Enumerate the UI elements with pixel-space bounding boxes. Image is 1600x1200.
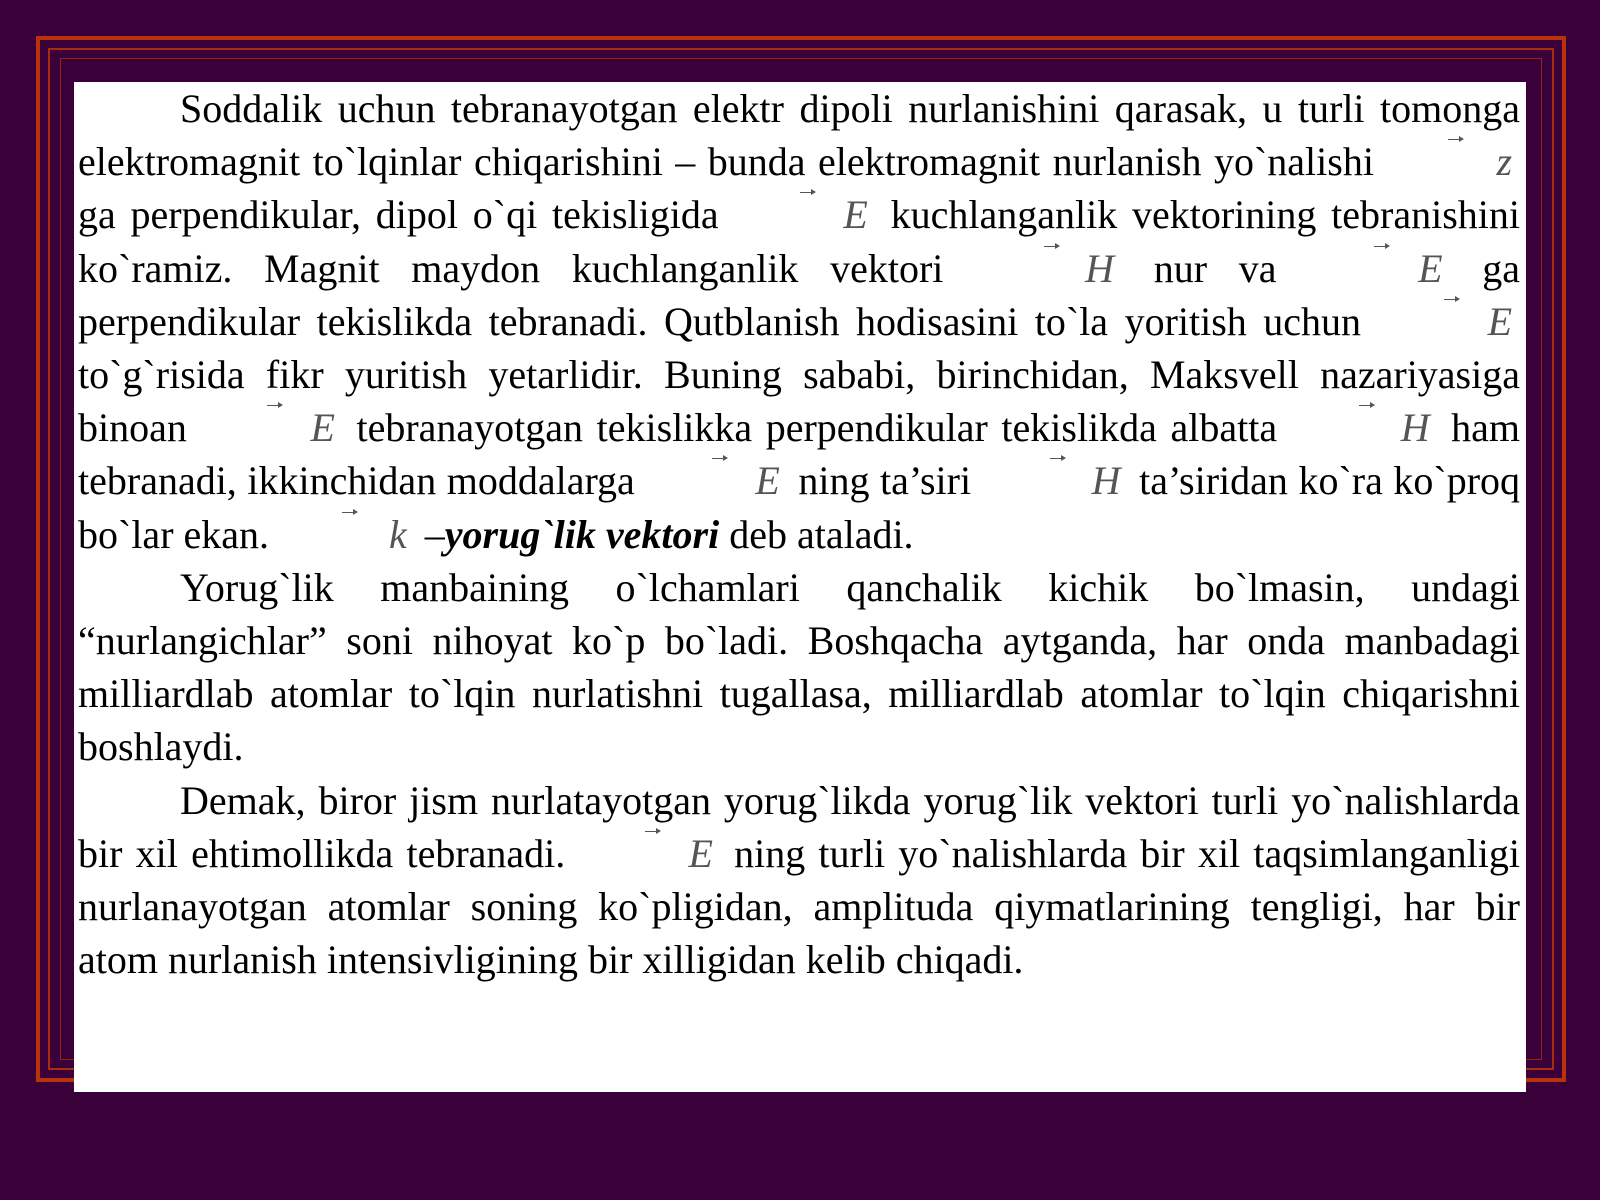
vector-k-symbol: k	[279, 508, 415, 561]
term-light-vector: yorug`lik vektori	[444, 511, 720, 557]
text-segment: ning turli yo`nalishlarda bir xil taqsimlanganligi nurlanayotgan atomlar soning ko`pligidan, amplituda qiymatlarining tengligi, har bir atom nurlanish intensivligining bir xilligidan kelib chiqadi.	[78, 830, 1520, 983]
text-segment: –	[424, 511, 445, 557]
vector-h-symbol: H	[1291, 401, 1438, 454]
vector-h-symbol: H	[982, 454, 1129, 507]
vector-z-symbol: z	[1386, 135, 1520, 188]
text-segment: ga perpendikular tekislikda tebranadi. Qutblanish hodisasini to`la yoritish uchun	[78, 245, 1521, 344]
text-segment: nur va	[1153, 245, 1277, 291]
vector-e-symbol: E	[1378, 295, 1520, 348]
paragraph-3	[78, 774, 1520, 987]
paragraph-1	[78, 82, 1520, 561]
text-segment: to`g`risida fikr yuritish yetarlidir. Buning sababi, birinchidan, Maksvell nazariyasiga binoan	[78, 352, 1520, 451]
text-segment: tebranayotgan tekislikka perpendikular tekislikda albatta	[356, 405, 1278, 451]
text-segment: Soddalik uchun tebranayotgan elektr dipoli nurlanishini qarasak, u turli tomonga elektromagnit to`lqinlar chiqarishini – bunda elektromagnit nurlanish yo`nalishi	[78, 86, 1520, 185]
vector-e-symbol: E	[578, 827, 720, 880]
text-segment: deb ataladi.	[729, 511, 914, 557]
vector-h-symbol: H	[975, 242, 1122, 295]
text-segment: Demak, biror jism nurlatayotgan yorug`likda yorug`lik vektori turli yo`nalishlarda bir xil ehtimollikda tebranadi.	[78, 777, 1520, 876]
text-panel	[74, 82, 1526, 1092]
vector-e-symbol: E	[645, 454, 787, 507]
vector-e-symbol: E	[1308, 242, 1450, 295]
text-segment: ham tebranadi, ikkinchidan moddalarga	[78, 405, 1521, 504]
text-segment: ta’siridan ko`ra ko`proq bo`lar ekan.	[78, 458, 1521, 557]
paragraph-2: Yorug`lik manbaining o`lchamlari qanchalik kichik bo`lmasin, undagi “nurlangichlar” soni nihoyat ko`p bo`ladi. Boshqacha aytganda, har onda manbadagi milliardlab atomlar to`lqin nurlatishni tugallasa, milliardlab atomlar to`lqin chiqarishni boshlaydi.	[78, 564, 1520, 770]
text-segment: ga perpendikular, dipol o`qi tekisligida	[78, 192, 719, 238]
vector-e-symbol: E	[200, 401, 342, 454]
text-segment: kuchlanganlik vektorining tebranishini ko`ramiz. Magnit maydon kuchlanganlik vektori	[78, 192, 1520, 291]
vector-e-symbol: E	[733, 188, 875, 241]
text-segment: ning ta’siri	[798, 458, 972, 504]
